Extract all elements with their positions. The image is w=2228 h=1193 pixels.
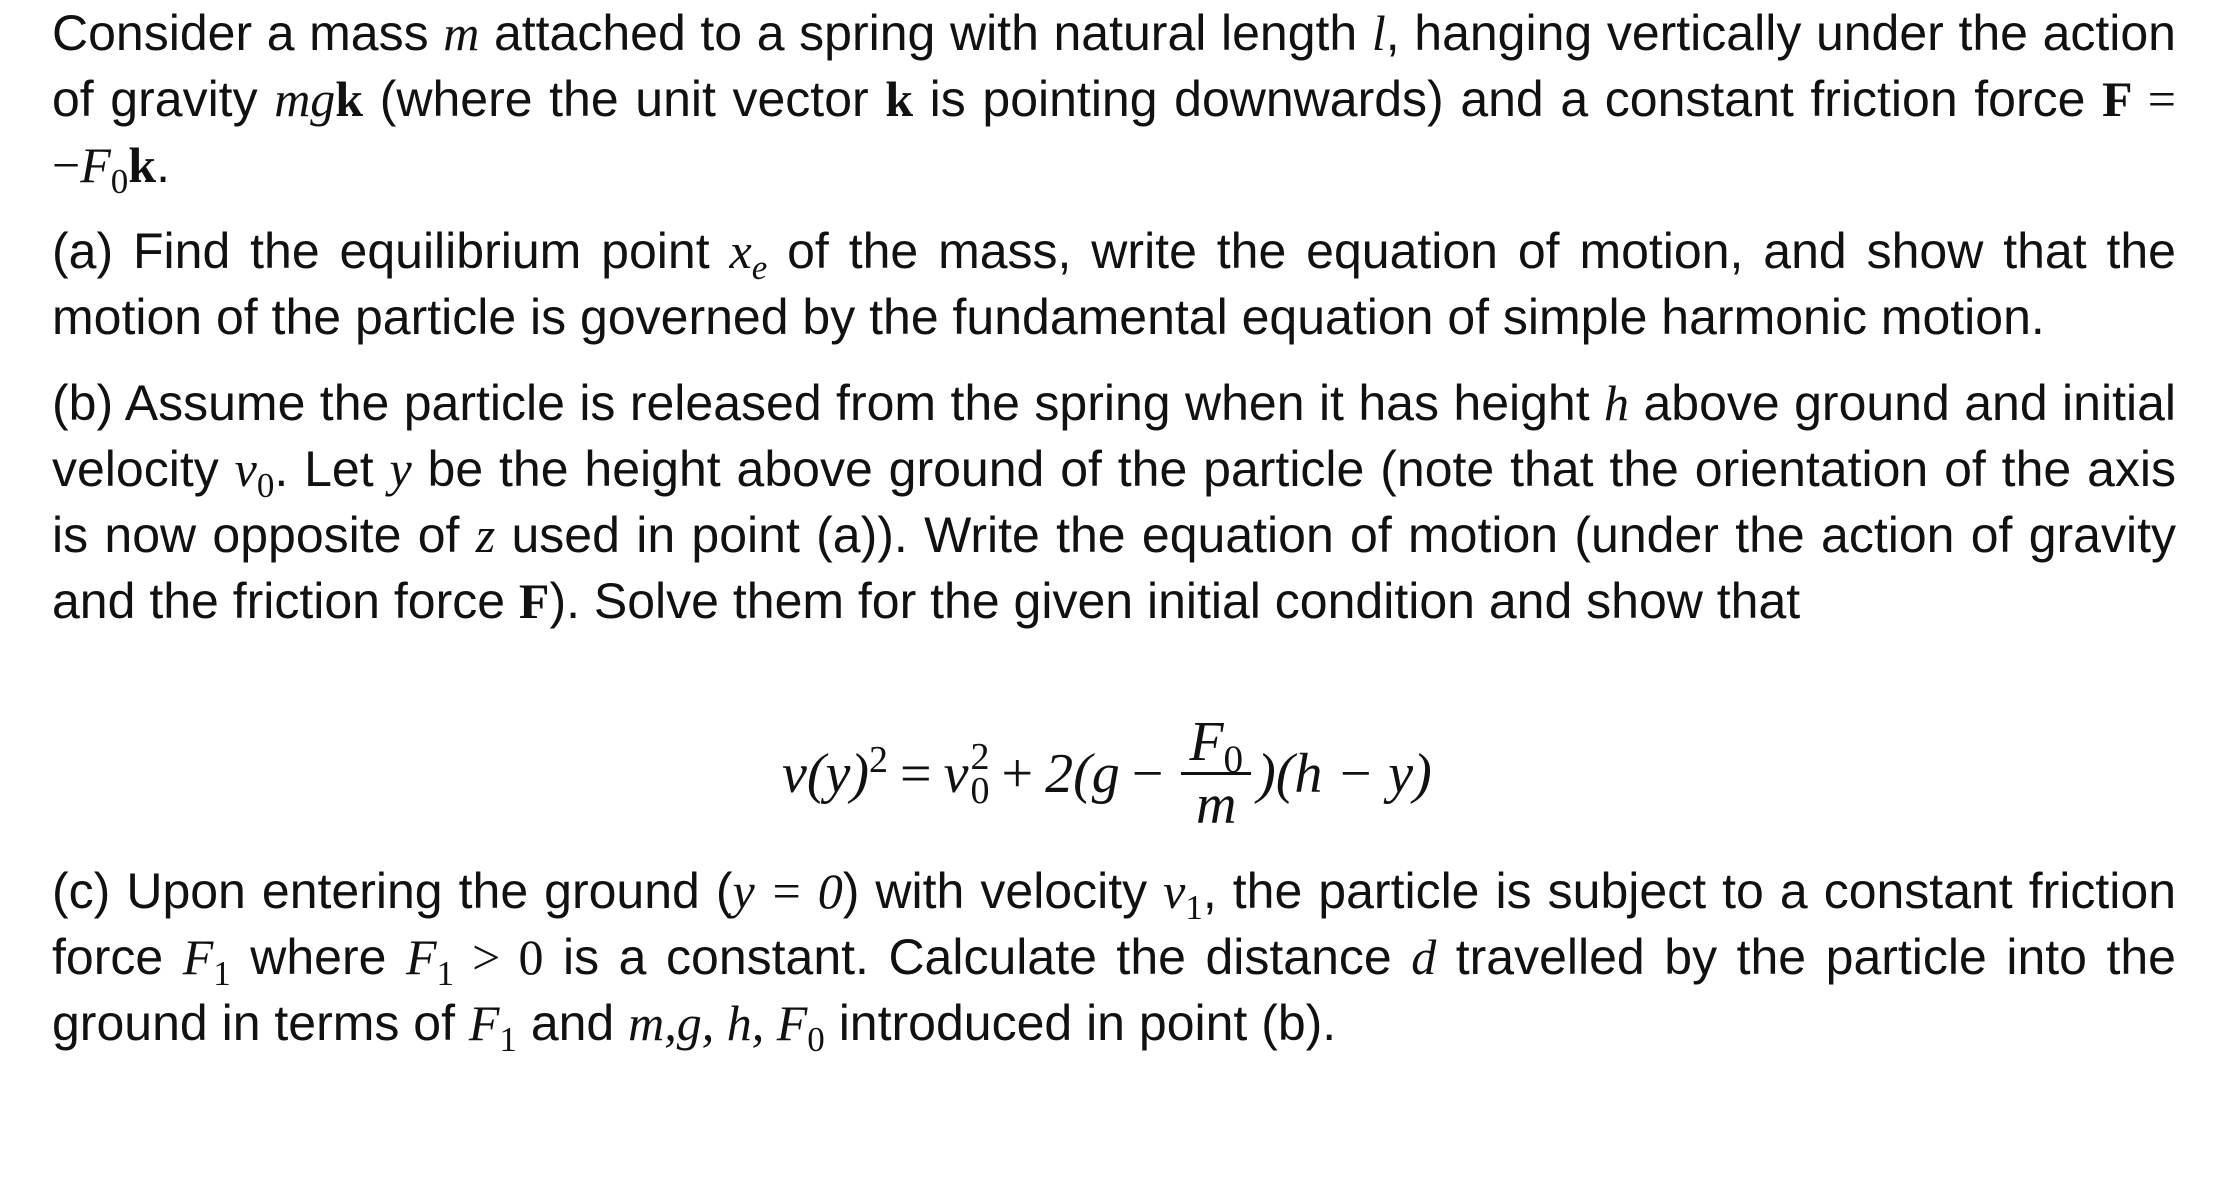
eq-subscript: 0 [970,769,990,812]
eq-plus: + [1001,742,1034,805]
math-k-vector: k [885,71,914,127]
intro-text: attached to a spring with natural length [479,5,1372,61]
math-greater-zero: > 0 [454,929,544,985]
math-F-vector: F [518,573,550,629]
part-c-text: where [230,929,406,985]
part-a-paragraph [52,218,2176,350]
math-subscript: 1 [213,954,231,993]
eq-rhs-tail: )(h − y) [1257,742,1432,805]
math-m: m [443,5,480,61]
display-equation [52,634,2176,838]
equation-body: v(y) $^2$ = v 2 0 + 2(g − $\frac{F_0}{m}$ )(h − y) [782,711,1432,836]
math-F0: F [80,137,111,193]
eq-fraction-numerator [1181,711,1251,782]
part-c-text: (c) Upon entering the ground ( [52,863,733,919]
math-subscript: 1 [1185,888,1203,927]
part-b-text: (b) Assume the particle is released from the spring when it has height [52,375,1605,431]
eq-fraction-denominator: m [1195,774,1237,836]
math-F-vector: F [2102,71,2133,127]
math-F1: F [405,929,437,985]
math-k-vector: k [335,71,364,127]
part-b-text: above ground and initial velocity [52,375,2176,497]
math-subscript: e [751,248,768,287]
eq-subscript: 0 [1223,738,1244,782]
math-equals-minus: = − [52,71,2176,193]
eq-exponent: 2 [970,735,990,778]
math-F1: F [468,995,500,1051]
math-subscript: 1 [436,954,455,993]
eq-lhs: v(y) [782,742,870,805]
math-subscript: 1 [499,1020,517,1059]
intro-text: Consider a mass [52,5,444,61]
eq-equals: = [900,742,932,805]
intro-text: is pointing downwards) and a constant friction force [913,71,2103,127]
math-d: d [1411,929,1437,985]
eq-supsub [970,735,990,812]
part-c-paragraph [52,858,2176,1059]
part-a-text: (a) Find the equilibrium point [52,223,730,279]
math-F0: F [776,995,808,1051]
math-h: h [1604,375,1630,431]
math-k-vector: k [128,137,157,193]
part-b-paragraph [52,370,2176,634]
math-condition: y = 0 [732,863,843,919]
math-x: x [729,223,752,279]
intro-text: (where the unit vector [363,71,886,127]
math-l: l [1371,5,1386,61]
eq-fraction [1181,712,1251,835]
part-c-text: and [516,995,629,1051]
intro-text: , hanging vertically under the action of gravity [52,5,2176,127]
part-b-text: be the height above ground of the particle (note that the orientation of the axis is now opposite of [52,441,2176,563]
math-z: z [475,507,496,563]
part-b-text: ). Solve them for the given initial condition and show that [549,573,1801,629]
problem-document [52,0,2176,1076]
math-subscript: 0 [256,466,275,505]
eq-v: v [943,742,969,805]
part-b-text: . Let [274,441,390,497]
intro-text: . [156,137,170,193]
math-mg: mg [274,71,336,127]
math-F1: F [182,929,214,985]
eq-two-g: 2(g [1045,742,1120,805]
math-subscript: 0 [110,162,129,201]
eq-F: F [1189,711,1224,773]
part-a-text: of the mass, write the equation of motion, and show that the motion of the particle is governed by the fundamental equation of simple harmonic motion. [52,223,2176,345]
math-m-g-h: m,g, h, [628,995,777,1051]
math-v: v [234,441,257,497]
math-v: v [1163,863,1186,919]
part-b-text: used in point (a)). Write the equation of motion (under the action of gravity and the friction force [52,507,2176,629]
part-c-text: travelled by the particle into the ground in terms of [52,929,2176,1051]
part-c-text: is a constant. Calculate the distance [543,929,1412,985]
part-c-text: , the particle is subject to a constant friction force [52,863,2176,985]
math-subscript: 0 [807,1020,825,1059]
eq-minus: − [1131,742,1164,805]
math-y: y [389,441,412,497]
part-c-text: introduced in point (b). [824,995,1337,1051]
intro-paragraph [52,0,2176,201]
part-c-text: ) with velocity [842,863,1164,919]
